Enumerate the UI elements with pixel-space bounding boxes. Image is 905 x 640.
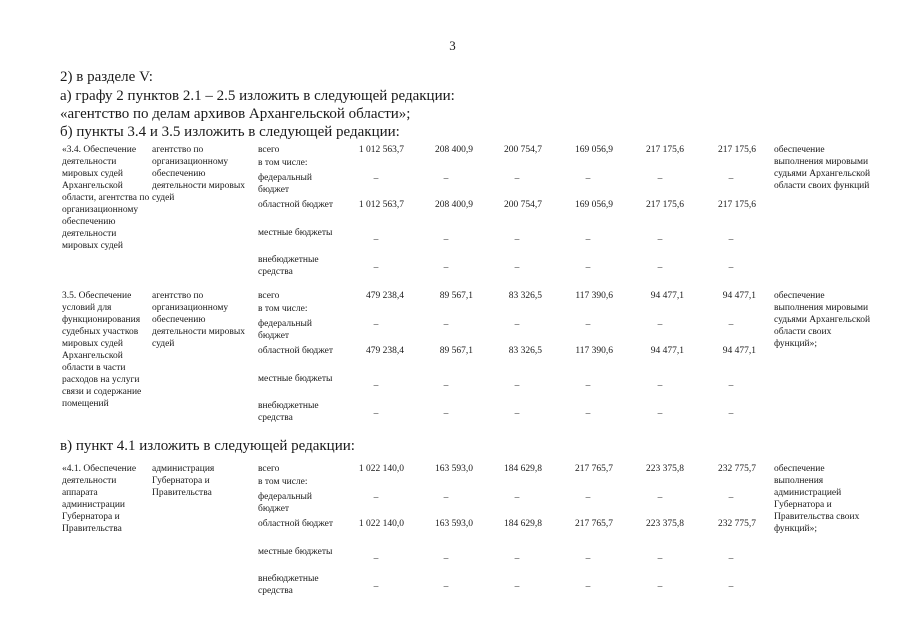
value-regional: 83 326,5: [508, 346, 542, 356]
value-total: 89 567,1: [439, 291, 473, 301]
value-federal: –: [728, 174, 734, 184]
value-extra: –: [657, 582, 663, 592]
value-extra: –: [373, 409, 379, 419]
source-federal: федеральный бюджет: [258, 319, 312, 341]
value-extra: –: [585, 263, 591, 273]
value-extra: –: [728, 263, 734, 273]
value-federal: –: [373, 320, 379, 330]
source-total: всего: [258, 464, 280, 474]
value-total: 200 754,7: [504, 145, 542, 155]
value-total: 163 593,0: [435, 464, 473, 474]
source-extra: внебюджетные средства: [258, 574, 319, 596]
value-regional: 200 754,7: [504, 200, 542, 210]
value-federal: –: [657, 174, 663, 184]
value-local: –: [373, 235, 379, 245]
value-extra: –: [585, 582, 591, 592]
value-federal: –: [443, 174, 449, 184]
source-total: всего: [258, 145, 280, 155]
value-extra: –: [728, 409, 734, 419]
value-federal: –: [514, 493, 520, 503]
source-extra: внебюджетные средства: [258, 255, 319, 277]
value-extra: –: [443, 582, 449, 592]
value-local: –: [585, 235, 591, 245]
value-extra: –: [657, 409, 663, 419]
value-total: 232 775,7: [718, 464, 756, 474]
value-federal: –: [373, 174, 379, 184]
value-regional: 89 567,1: [439, 346, 473, 356]
intro-line-3: «агентство по делам архивов Архангельской области»;: [60, 106, 411, 122]
intro-line-2: а) графу 2 пунктов 2.1 – 2.5 изложить в следующей редакции:: [60, 88, 455, 104]
source-regional: областной бюджет: [258, 200, 334, 210]
value-regional: 208 400,9: [435, 200, 473, 210]
value-local: –: [514, 554, 520, 564]
source-federal: федеральный бюджет: [258, 492, 312, 514]
source-including: в том числе:: [258, 477, 308, 487]
activity-name: «3.4. Обеспечение деятельности мировых судей Архангельской области, агентства по организационному обеспечению деятельности мировых судей: [62, 145, 150, 251]
source-regional: областной бюджет: [258, 519, 334, 529]
intro-line-4: б) пункты 3.4 и 3.5 изложить в следующей редакции:: [60, 124, 400, 140]
value-federal: –: [728, 493, 734, 503]
value-local: –: [657, 554, 663, 564]
value-local: –: [657, 381, 663, 391]
value-local: –: [514, 381, 520, 391]
value-extra: –: [443, 263, 449, 273]
value-local: –: [514, 235, 520, 245]
value-total: 169 056,9: [575, 145, 613, 155]
activity-name: «4.1. Обеспечение деятельности аппарата администрации Губернатора и Правительства: [62, 464, 137, 534]
value-local: –: [443, 554, 449, 564]
executor: агентство по организационному обеспечению деятельности мировых судей: [152, 291, 245, 349]
value-total: 1 022 140,0: [358, 464, 404, 474]
value-federal: –: [657, 320, 663, 330]
source-including: в том числе:: [258, 158, 308, 168]
value-extra: –: [514, 409, 520, 419]
value-total: 479 238,4: [366, 291, 404, 301]
value-federal: –: [443, 493, 449, 503]
page-number: 3: [449, 38, 456, 53]
value-federal: –: [514, 320, 520, 330]
value-federal: –: [585, 493, 591, 503]
value-regional: 94 477,1: [650, 346, 684, 356]
value-extra: –: [514, 582, 520, 592]
value-local: –: [728, 554, 734, 564]
value-federal: –: [514, 174, 520, 184]
value-total: 217 175,6: [646, 145, 684, 155]
value-total: 217 765,7: [575, 464, 613, 474]
value-local: –: [585, 554, 591, 564]
value-local: –: [728, 235, 734, 245]
value-federal: –: [585, 320, 591, 330]
executor: агентство по организационному обеспечению деятельности мировых судей: [152, 145, 245, 203]
source-local: местные бюджеты: [258, 374, 333, 384]
intro-line-1: 2) в разделе V:: [60, 69, 153, 85]
value-regional: 232 775,7: [718, 519, 756, 529]
value-regional: 217 175,6: [718, 200, 756, 210]
value-local: –: [443, 235, 449, 245]
value-federal: –: [443, 320, 449, 330]
value-regional: 1 022 140,0: [358, 519, 404, 529]
value-extra: –: [443, 409, 449, 419]
value-total: 184 629,8: [504, 464, 542, 474]
value-extra: –: [373, 582, 379, 592]
value-regional: 94 477,1: [722, 346, 756, 356]
source-regional: областной бюджет: [258, 346, 334, 356]
expected-result: обеспечение выполнения администрацией Губернатора и Правительства своих функций»;: [774, 464, 860, 534]
value-local: –: [728, 381, 734, 391]
value-total: 83 326,5: [508, 291, 542, 301]
value-regional: 479 238,4: [366, 346, 404, 356]
value-total: 1 012 563,7: [358, 145, 404, 155]
expected-result: обеспечение выполнения мировыми судьями Архангельской области своих функций: [774, 145, 871, 191]
value-local: –: [443, 381, 449, 391]
value-local: –: [657, 235, 663, 245]
source-local: местные бюджеты: [258, 228, 333, 238]
source-total: всего: [258, 291, 280, 301]
value-extra: –: [728, 582, 734, 592]
value-federal: –: [728, 320, 734, 330]
value-regional: 163 593,0: [435, 519, 473, 529]
expected-result: обеспечение выполнения мировыми судьями Архангельской области своих функций»;: [774, 291, 871, 349]
value-federal: –: [657, 493, 663, 503]
value-federal: –: [373, 493, 379, 503]
value-total: 94 477,1: [650, 291, 684, 301]
executor: администрация Губернатора и Правительства: [152, 464, 215, 498]
value-regional: 223 375,8: [646, 519, 684, 529]
value-local: –: [373, 381, 379, 391]
source-local: местные бюджеты: [258, 547, 333, 557]
value-federal: –: [585, 174, 591, 184]
value-total: 223 375,8: [646, 464, 684, 474]
value-total: 208 400,9: [435, 145, 473, 155]
value-extra: –: [585, 409, 591, 419]
source-including: в том числе:: [258, 304, 308, 314]
value-regional: 184 629,8: [504, 519, 542, 529]
value-regional: 117 390,6: [575, 346, 613, 356]
value-regional: 217 765,7: [575, 519, 613, 529]
section-v-heading: в) пункт 4.1 изложить в следующей редакции:: [60, 438, 355, 454]
value-regional: 1 012 563,7: [358, 200, 404, 210]
value-local: –: [585, 381, 591, 391]
value-extra: –: [373, 263, 379, 273]
activity-name: 3.5. Обеспечение условий для функционирования судебных участков мировых судей Архангельской области в части расходов на услуги связи и содержание помещений: [62, 291, 142, 409]
value-regional: 217 175,6: [646, 200, 684, 210]
value-total: 217 175,6: [718, 145, 756, 155]
source-extra: внебюджетные средства: [258, 401, 319, 423]
value-extra: –: [514, 263, 520, 273]
value-local: –: [373, 554, 379, 564]
value-regional: 169 056,9: [575, 200, 613, 210]
value-total: 94 477,1: [722, 291, 756, 301]
value-total: 117 390,6: [575, 291, 613, 301]
source-federal: федеральный бюджет: [258, 173, 312, 195]
value-extra: –: [657, 263, 663, 273]
